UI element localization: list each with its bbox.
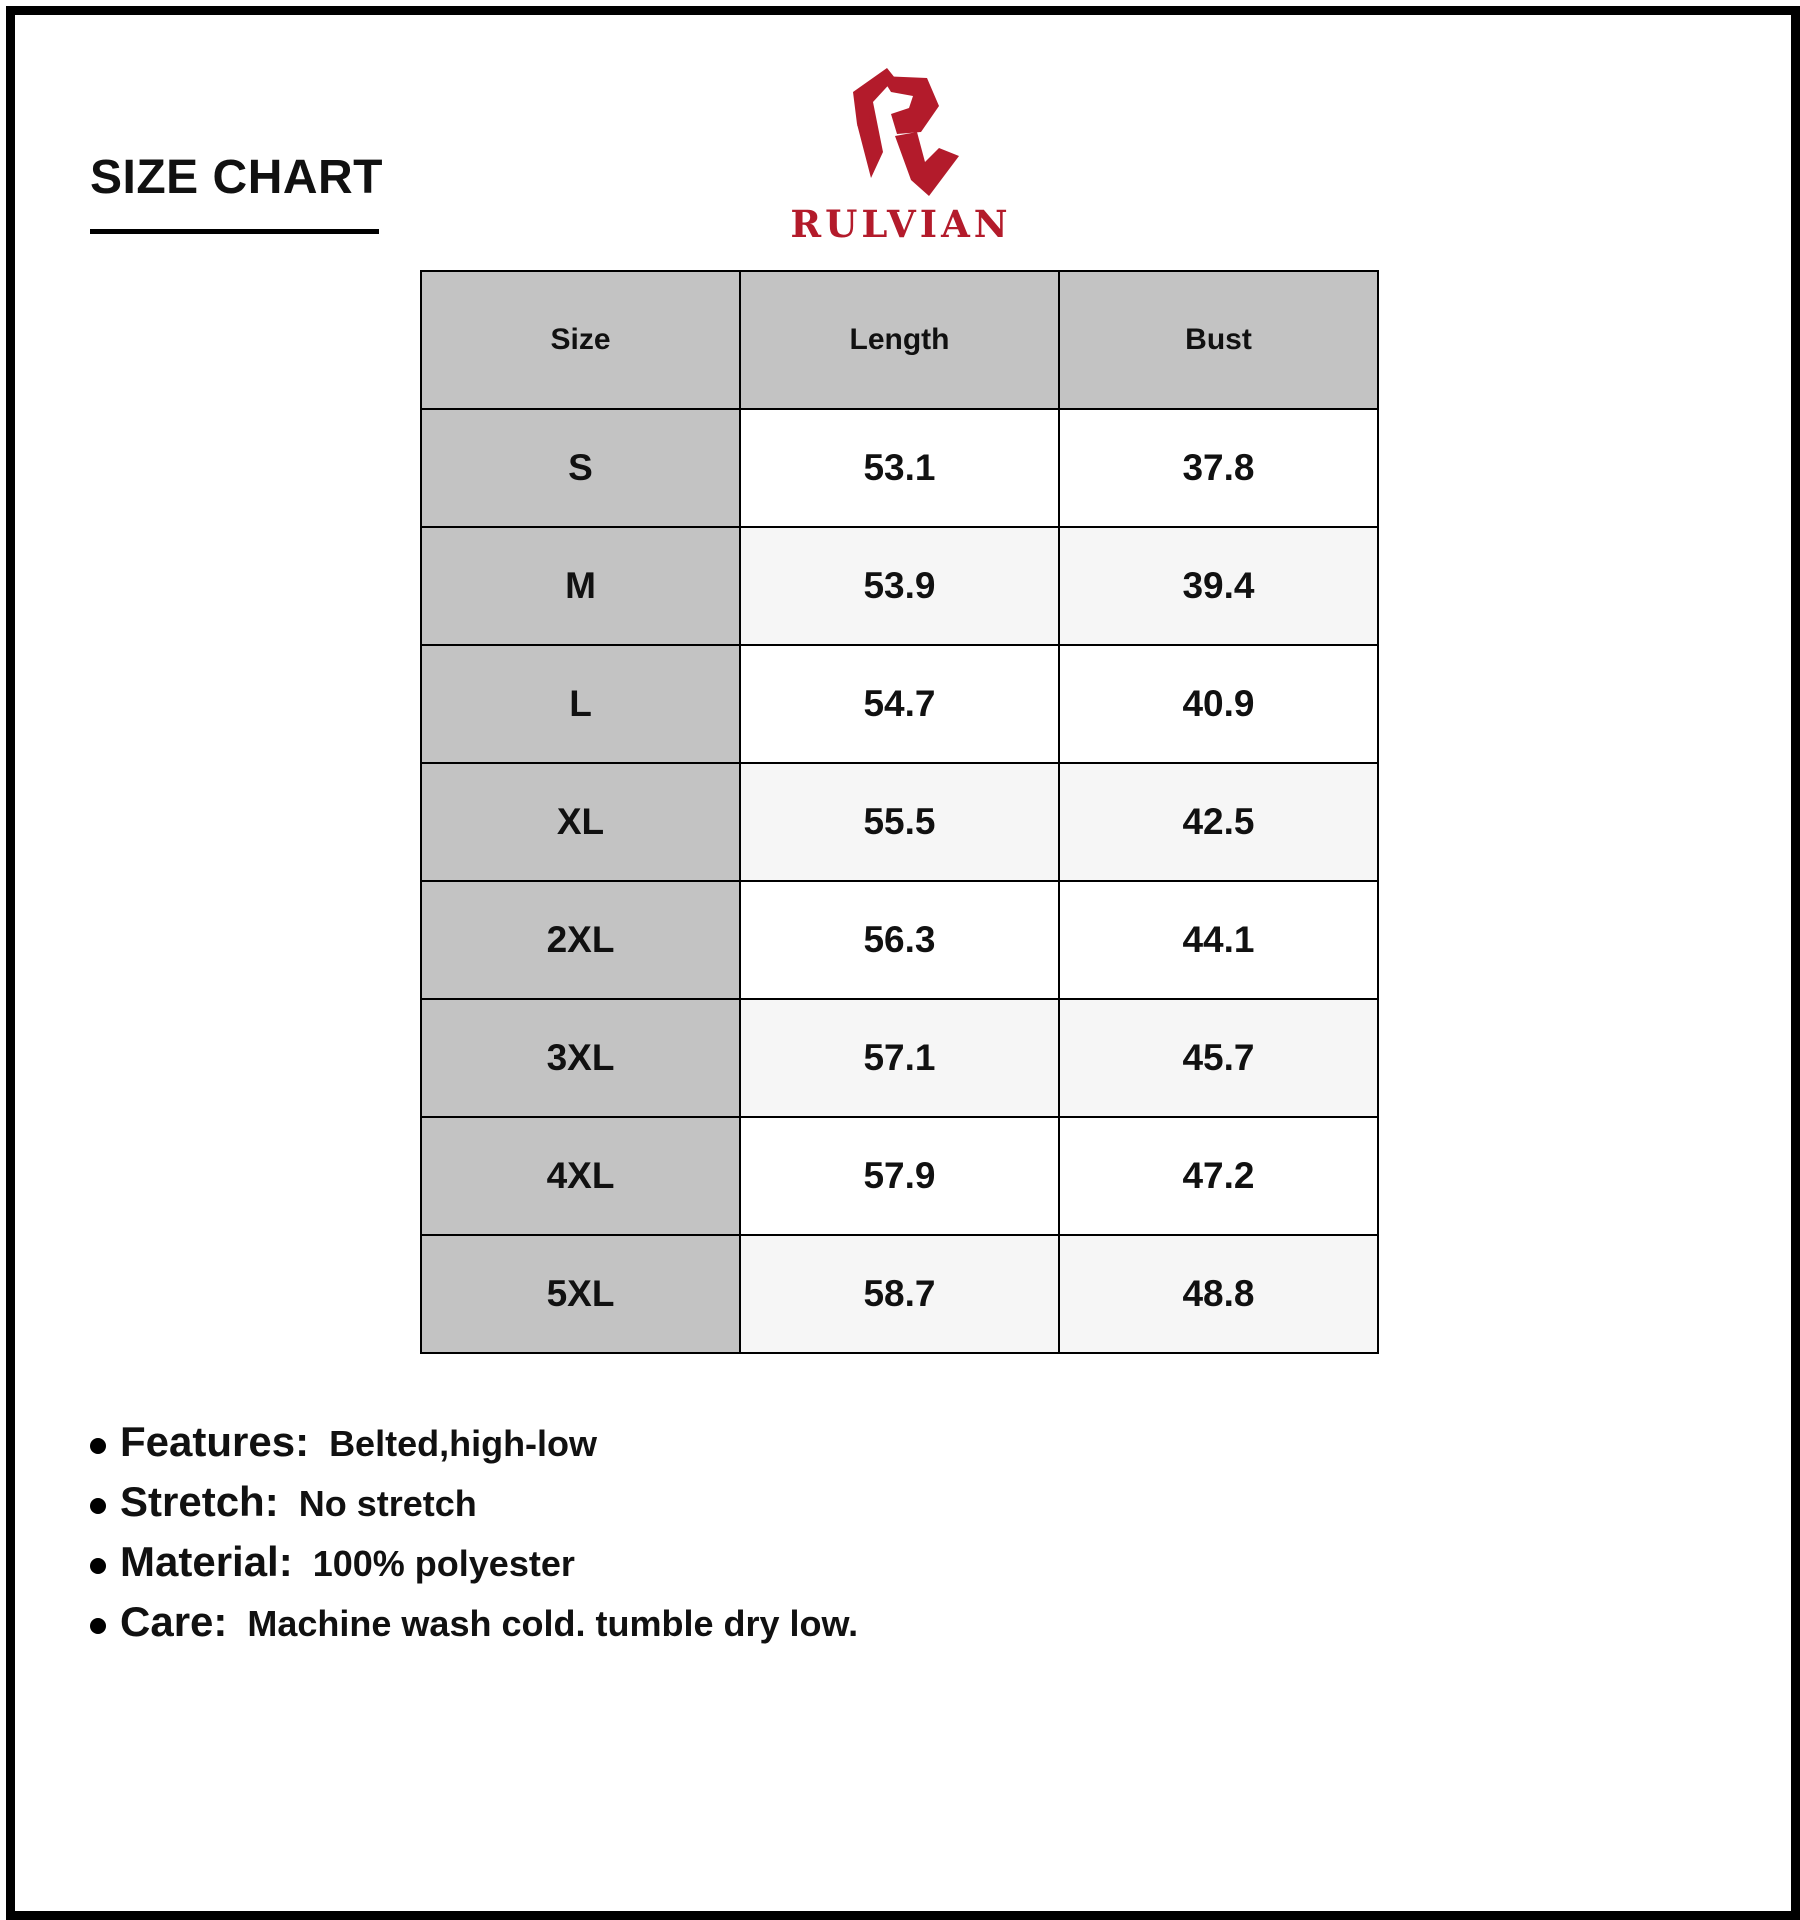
length-cell: 53.9 <box>740 527 1059 645</box>
table-header-row <box>421 271 1378 409</box>
feature-list <box>90 1418 858 1658</box>
feature-item <box>90 1478 858 1538</box>
table-row <box>421 1117 1378 1235</box>
feature-label: Stretch: <box>120 1478 279 1525</box>
table-row <box>421 881 1378 999</box>
bust-cell: 39.4 <box>1059 527 1378 645</box>
title-underline <box>90 229 379 234</box>
table-row <box>421 409 1378 527</box>
bust-cell: 47.2 <box>1059 1117 1378 1235</box>
size-cell: S <box>421 409 740 527</box>
feature-value: Belted,high-low <box>329 1423 598 1464</box>
feature-value: 100% polyester <box>312 1543 575 1584</box>
table-row <box>421 999 1378 1117</box>
table-row <box>421 763 1378 881</box>
column-header-bust: Bust <box>1059 271 1378 409</box>
table-row <box>421 1235 1378 1353</box>
column-header-length: Length <box>740 271 1059 409</box>
bust-cell: 44.1 <box>1059 881 1378 999</box>
rulvian-r-logo-icon <box>843 62 961 200</box>
feature-item <box>90 1418 858 1478</box>
bust-cell: 45.7 <box>1059 999 1378 1117</box>
brand-name: RULVIAN <box>790 202 1012 246</box>
length-cell: 56.3 <box>740 881 1059 999</box>
bullet-icon <box>90 1438 106 1454</box>
length-cell: 57.9 <box>740 1117 1059 1235</box>
size-cell: M <box>421 527 740 645</box>
bust-cell: 40.9 <box>1059 645 1378 763</box>
size-cell: 2XL <box>421 881 740 999</box>
bust-cell: 42.5 <box>1059 763 1378 881</box>
bullet-icon <box>90 1558 106 1574</box>
brand-logo <box>783 62 1019 248</box>
bullet-icon <box>90 1618 106 1634</box>
length-cell: 57.1 <box>740 999 1059 1117</box>
feature-label: Features: <box>120 1418 310 1465</box>
length-cell: 55.5 <box>740 763 1059 881</box>
size-cell: XL <box>421 763 740 881</box>
length-cell: 58.7 <box>740 1235 1059 1353</box>
table-row <box>421 527 1378 645</box>
table-row <box>421 645 1378 763</box>
feature-label: Care: <box>120 1598 228 1645</box>
feature-item <box>90 1538 858 1598</box>
bust-cell: 37.8 <box>1059 409 1378 527</box>
size-cell: 5XL <box>421 1235 740 1353</box>
size-table <box>420 270 1379 1354</box>
feature-label: Material: <box>120 1538 293 1585</box>
size-cell: L <box>421 645 740 763</box>
bust-cell: 48.8 <box>1059 1235 1378 1353</box>
bullet-icon <box>90 1498 106 1514</box>
feature-item <box>90 1598 858 1658</box>
length-cell: 53.1 <box>740 409 1059 527</box>
column-header-size: Size <box>421 271 740 409</box>
size-cell: 3XL <box>421 999 740 1117</box>
size-cell: 4XL <box>421 1117 740 1235</box>
feature-value: No stretch <box>298 1483 477 1524</box>
length-cell: 54.7 <box>740 645 1059 763</box>
page-title: SIZE CHART <box>90 151 383 204</box>
feature-value: Machine wash cold. tumble dry low. <box>247 1603 859 1644</box>
